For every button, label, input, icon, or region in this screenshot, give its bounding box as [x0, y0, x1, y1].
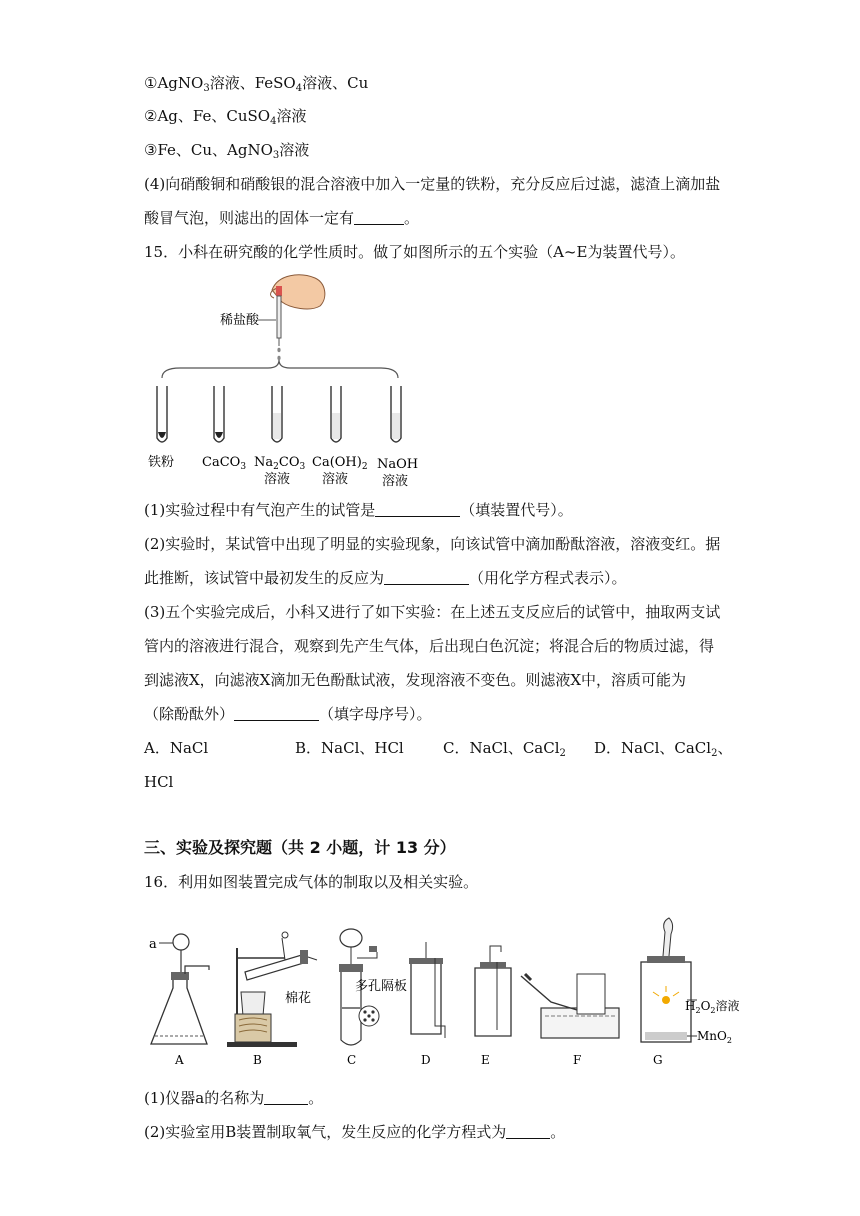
- q15-part2-line2: 此推断，该试管中最初发生的反应为 （用化学方程式表示）。: [144, 569, 627, 587]
- option-3: ③Fe、Cu、AgNO$_3$溶液: [144, 141, 310, 161]
- svg-text:MnO2: MnO$_2$: [697, 1029, 732, 1045]
- apparatus-c: [339, 929, 407, 1067]
- q15-part2-line1: (2)实验时，某试管中出现了明显的实验现象，向该试管中滴加酚酞溶液，溶液变红。据: [144, 535, 721, 553]
- svg-text:棉花: 棉花: [285, 991, 312, 1006]
- q14-part4-line2: 酸冒气泡，则滤出的固体一定有 。: [144, 209, 420, 227]
- svg-text:a: a: [149, 937, 157, 952]
- tube-label-3: $Na_2CO_3$: [254, 455, 306, 472]
- svg-text:A: A: [175, 1053, 184, 1067]
- tube-label-2: CaCO$_3$: [202, 455, 247, 472]
- apparatus-e: [475, 946, 511, 1067]
- q16-part1: (1)仪器a的名称为 。: [144, 1089, 324, 1107]
- option-2: ②Ag、Fe、CuSO$_4$溶液: [144, 107, 307, 127]
- tube-label-5b: 溶液: [382, 474, 409, 489]
- section-3-title: 三、实验及探究题（共 2 小题，计 13 分）: [144, 838, 456, 857]
- tube-label-5: NaOH: [377, 457, 419, 472]
- apparatus-b: [227, 932, 317, 1067]
- test-tube-d: [331, 386, 341, 442]
- answer-blank[interactable]: [375, 502, 460, 517]
- q15-part3-line2: 管内的溶液进行混合，观察到先产生气体，后出现白色沉淀；将混合后的物质过滤，得: [144, 637, 715, 655]
- apparatus-d: [409, 942, 445, 1067]
- answer-blank[interactable]: [506, 1124, 550, 1139]
- q15-stem: 15．小科在研究酸的化学性质时。做了如图所示的五个实验（A~E为装置代号）。: [144, 243, 685, 261]
- svg-text:E: E: [481, 1053, 490, 1067]
- q15-figure: [140, 268, 430, 493]
- svg-text:D: D: [421, 1053, 431, 1067]
- apparatus-f: [521, 974, 619, 1067]
- answer-blank[interactable]: [234, 706, 319, 721]
- q15-part3-line3: 到滤液X，向滤液X滴加无色酚酞试液，发现溶液不变色。则滤液X中，溶质可能为: [144, 671, 687, 689]
- svg-text:H2O2溶液: $H_2O_2$溶液: [685, 999, 740, 1015]
- svg-text:多孔隔板: 多孔隔板: [355, 979, 408, 994]
- apparatus-g: [641, 918, 740, 1067]
- option-1: ①AgNO$_3$溶液、FeSO$_4$溶液、Cu: [144, 74, 369, 94]
- answer-blank[interactable]: [264, 1090, 308, 1105]
- q16-figure: [145, 912, 755, 1072]
- q16-stem: 16．利用如图装置完成气体的制取以及相关实验。: [144, 873, 479, 891]
- dropper-icon: [277, 296, 281, 338]
- choice-b[interactable]: B．NaCl、HCl: [295, 739, 404, 757]
- tube-label-4b: 溶液: [322, 472, 349, 487]
- q15-part3-line1: (3)五个实验完成后，小科又进行了如下实验：在上述五支反应后的试管中，抽取两支试: [144, 603, 721, 621]
- q15-part3-line4: （除酚酞外） （填字母序号）。: [144, 705, 432, 723]
- svg-text:F: F: [573, 1053, 582, 1067]
- choice-d-cont: HCl: [144, 773, 174, 791]
- test-tube-c: [272, 386, 282, 442]
- svg-text:G: G: [653, 1053, 663, 1067]
- choice-a[interactable]: A．NaCl: [144, 739, 209, 757]
- svg-text:B: B: [253, 1053, 262, 1067]
- choice-c[interactable]: C．NaCl、CaCl$_2$: [443, 739, 566, 759]
- apparatus-a: [149, 934, 209, 1067]
- test-tube-e: [391, 386, 401, 442]
- tube-label-3b: 溶液: [264, 472, 291, 487]
- svg-text:C: C: [347, 1053, 357, 1067]
- tube-label-4: $Ca(OH)_2$: [312, 455, 368, 472]
- q14-part4-line1: (4)向硝酸铜和硝酸银的混合溶液中加入一定量的铁粉，充分反应后过滤，滤渣上滴加盐: [144, 175, 721, 193]
- test-tube-b: [214, 386, 224, 442]
- q16-part2: (2)实验室用B装置制取氧气，发生反应的化学方程式为 。: [144, 1123, 566, 1141]
- test-tube-a: [157, 386, 167, 442]
- q15-part1: (1)实验过程中有气泡产生的试管是 （填装置代号）。: [144, 501, 573, 519]
- answer-blank[interactable]: [354, 210, 404, 225]
- answer-blank[interactable]: [384, 570, 469, 585]
- acid-label: 稀盐酸: [220, 313, 260, 328]
- tube-label-1: 铁粉: [148, 455, 175, 470]
- choice-d[interactable]: D．NaCl、CaCl$_2$、: [594, 739, 733, 759]
